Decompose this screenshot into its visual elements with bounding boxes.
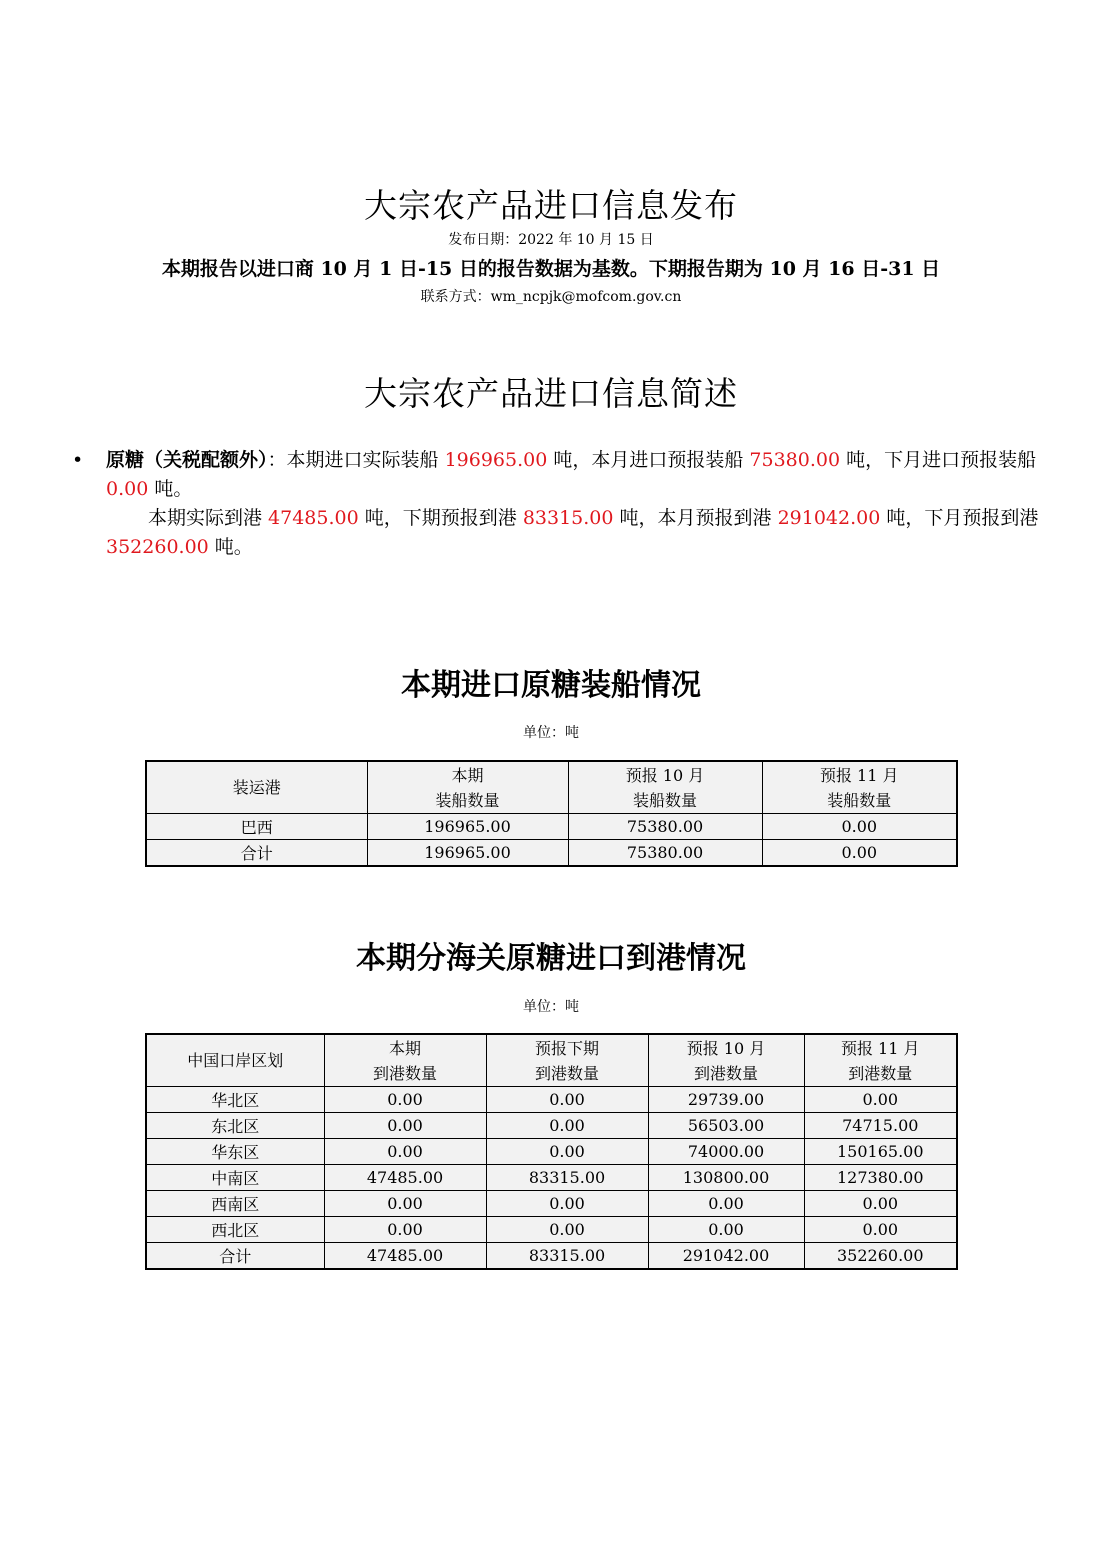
next-month-forecast-loading-value: 0.00 [106,478,149,500]
summary-body [106,446,1064,562]
summary-text: ：本期进口实际装船 [267,449,445,471]
header-cell: 中国口岸区划 [146,1034,324,1087]
month-forecast-arrival-value: 291042.00 [777,507,881,529]
table-row [146,1139,957,1165]
table-cell: 150165.00 [804,1139,957,1165]
summary-text: 吨，下期预报到港 [358,507,523,529]
table-cell: 291042.00 [648,1243,804,1270]
table-cell: 0.00 [804,1217,957,1243]
table-cell: 中南区 [146,1165,324,1191]
next-month-forecast-arrival-value: 352260.00 [106,536,209,558]
summary-text: 吨。 [208,536,253,558]
loading-table-unit: 单位：吨 [523,725,579,741]
table-cell: 0.00 [486,1087,648,1113]
table-row [146,1191,957,1217]
table-cell: 75380.00 [568,840,762,867]
table-cell: 华北区 [146,1087,324,1113]
table-row [146,1243,957,1270]
table-cell: 75380.00 [568,814,762,840]
header-cell: 预报下期 到港数量 [486,1034,648,1087]
summary-text: 吨，本月预报到港 [613,507,778,529]
table-cell: 西南区 [146,1191,324,1217]
table-cell: 华东区 [146,1139,324,1165]
table-cell: 0.00 [762,814,957,840]
table-row [146,1165,957,1191]
summary-text: 吨，下月预报到港 [880,507,1039,529]
table-cell: 0.00 [324,1217,486,1243]
summary-paragraph-arrival [106,504,1064,562]
next-period-forecast-arrival-value: 83315.00 [522,507,614,529]
summary-block [72,446,1064,562]
table-row [146,814,957,840]
bullet-icon: • [72,449,84,471]
header-cell: 预报 10 月 装船数量 [568,761,762,814]
table-cell: 0.00 [324,1087,486,1113]
table-cell: 0.00 [648,1191,804,1217]
loading-table-title: 本期进口原糖装船情况 [401,668,701,703]
arrival-table-title: 本期分海关原糖进口到港情况 [356,941,746,976]
summary-text: 吨，本月进口预报装船 [547,449,750,471]
arrival-table [145,1033,958,1270]
table-cell: 196965.00 [367,840,568,867]
table-cell: 352260.00 [804,1243,957,1270]
table-cell: 0.00 [486,1191,648,1217]
table-cell: 合计 [146,1243,324,1270]
table-cell: 0.00 [762,840,957,867]
table-cell: 196965.00 [367,814,568,840]
table-cell: 0.00 [804,1087,957,1113]
table-row [146,1087,957,1113]
table-cell: 西北区 [146,1217,324,1243]
page-title: 大宗农产品进口信息发布 [364,186,738,225]
table-cell: 74715.00 [804,1113,957,1139]
table-cell: 合计 [146,840,367,867]
table-cell: 127380.00 [804,1165,957,1191]
table-cell: 0.00 [486,1217,648,1243]
arrival-table-unit: 单位：吨 [523,999,579,1015]
loading-table [145,760,958,867]
contact-info: 联系方式：wm_ncpjk@mofcom.gov.cn [420,289,682,305]
table-cell: 83315.00 [486,1165,648,1191]
summary-title: 大宗农产品进口信息简述 [364,374,738,413]
header-cell: 装运港 [146,761,367,814]
header-cell: 预报 11 月 到港数量 [804,1034,957,1087]
table-row [146,1217,957,1243]
table-cell: 47485.00 [324,1165,486,1191]
table-cell: 47485.00 [324,1243,486,1270]
summary-text: 吨。 [148,478,193,500]
table-cell: 74000.00 [648,1139,804,1165]
header-cell: 预报 10 月 到港数量 [648,1034,804,1087]
summary-paragraph-loading [106,446,1064,504]
table-header-row [146,1034,957,1087]
table-cell: 0.00 [324,1191,486,1217]
summary-text: 本期实际到港 [148,507,269,529]
table-cell: 83315.00 [486,1243,648,1270]
month-forecast-loading-value: 75380.00 [749,449,841,471]
table-cell: 0.00 [486,1139,648,1165]
table-cell: 130800.00 [648,1165,804,1191]
table-cell: 0.00 [648,1217,804,1243]
header-cell: 本期 装船数量 [367,761,568,814]
table-cell: 巴西 [146,814,367,840]
table-row [146,1113,957,1139]
actual-arrival-value: 47485.00 [268,507,359,529]
table-header-row [146,761,957,814]
table-cell: 东北区 [146,1113,324,1139]
table-row [146,840,957,867]
table-cell: 0.00 [324,1113,486,1139]
actual-loading-value: 196965.00 [444,449,548,471]
table-cell: 0.00 [324,1139,486,1165]
publish-date: 发布日期：2022 年 10 月 15 日 [448,232,654,248]
summary-text: 吨，下月进口预报装船 [840,449,1037,471]
table-cell: 29739.00 [648,1087,804,1113]
period-note: 本期报告以进口商 10 月 1 日-15 日的报告数据为基数。下期报告期为 10 月 16 日-31 日 [161,258,941,280]
header-cell: 本期 到港数量 [324,1034,486,1087]
table-cell: 0.00 [804,1191,957,1217]
header-cell: 预报 11 月 装船数量 [762,761,957,814]
summary-lead: 原糖（关税配额外） [106,449,268,471]
table-cell: 0.00 [486,1113,648,1139]
table-cell: 56503.00 [648,1113,804,1139]
